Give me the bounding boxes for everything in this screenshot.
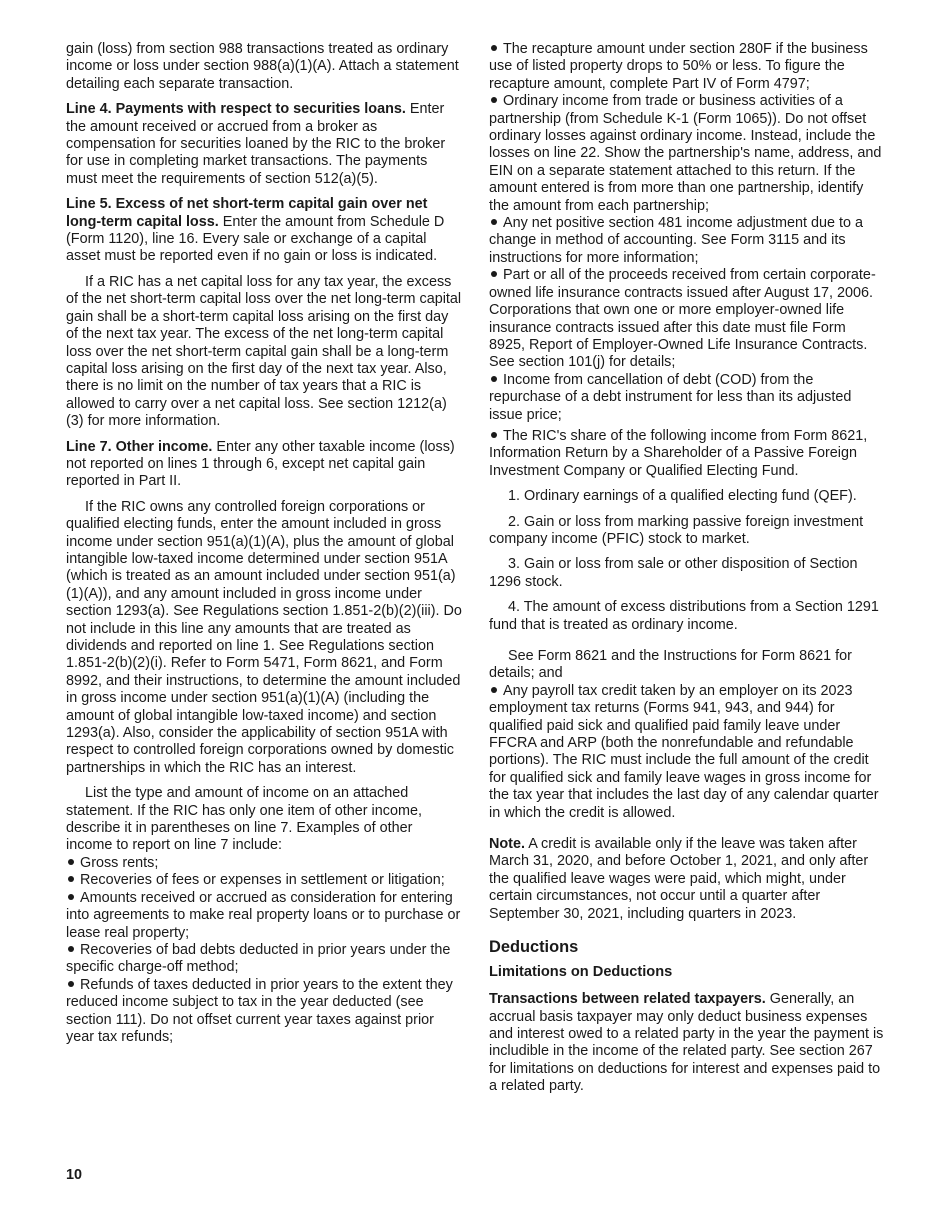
bullet-icon — [68, 981, 74, 987]
line7-heading: Line 7. Other income. — [66, 438, 213, 455]
bullet-text: Any payroll tax credit taken by an employer on its 2023 employment tax returns (Forms 941, 943, and 944) for qualified paid sick and qualified paid family leave under FFCRA and ARP (both the nonrefundable and refundable portions). The RIC must include the full amount of the credit for qualified sick and family leave wages in gross income for the tax year that includes the last day of any calendar quarter in which the credit is allowed. — [489, 682, 879, 821]
bullet-item — [489, 93, 885, 215]
related-taxpayers-body: Generally, an accrual basis taxpayer may only deduct business expenses and interest owed to a related party in the year the payment is includible in the income of the related party. See section 267 for limitations on deductions for interest and expenses paid to a related party. — [489, 991, 884, 1095]
bullet-icon — [491, 432, 497, 438]
bullet-text: Amounts received or accrued as consideration for entering into agreements to make real property loans or to purchase or lease real property; — [66, 889, 461, 941]
line4-paragraph — [66, 101, 462, 188]
line7-body: Enter any other taxable income (loss) not reported on lines 1 through 6, except net capital gain reported in Part II. — [66, 438, 455, 490]
bullet-icon — [491, 97, 497, 103]
numbered-item: 3. Gain or loss from sale or other disposition of Section 1296 stock. — [489, 556, 858, 590]
bullet-item — [489, 215, 885, 267]
bullet-icon — [68, 876, 74, 882]
left-column — [66, 41, 462, 1046]
paragraph: See Form 8621 and the Instructions for Form 8621 for details; and — [489, 648, 852, 682]
section-heading-deductions: Deductions — [489, 938, 579, 957]
subsection-heading-limitations: Limitations on Deductions — [489, 964, 673, 981]
bullet-item — [66, 855, 462, 872]
bullet-text: Income from cancellation of debt (COD) from the repurchase of a debt instrument for less than its adjusted issue price; — [489, 371, 852, 423]
bullet-icon — [68, 946, 74, 952]
bullet-text: The recapture amount under section 280F if the business use of listed property drops to 50% or less. To figure the recapture amount, complete Part IV of Form 4797; — [489, 41, 868, 92]
related-taxpayers-paragraph — [489, 991, 885, 1095]
paragraph: If the RIC owns any controlled foreign corporations or qualified electing funds, enter the amount included in gross income under section 951(a)(1)(A), plus the amount of global intangible low-taxed income determined under section 951A (which is treated as an amount included under section 951(a)(1)(A)), and any amount included in gross income under section 1293(a). See Regulations section 1.851-2(b)(2)(iii). Do not include in this line any amounts that are treated as dividends and reported on line 1. See Regulations section 1.851-2(b)(2)(i). Refer to Form 5471, Form 8621, and Form 8992, and their instructions, to determine the amount included in gross income under section 951(a)(1)(A) (including the amount of global intangible low-taxed income) and section 1293(a). Also, consider the applicability of section 951A with respect to controlled foreign corporations owned by domestic partnerships in which the RIC has an interest. — [66, 498, 462, 776]
paragraph: gain (loss) from section 988 transactions treated as ordinary income or loss under section 988(a)(1)(A). Attach a statement detailing each separate transaction. — [66, 41, 459, 92]
bullet-item — [489, 428, 885, 480]
note-body: A credit is available only if the leave was taken after March 31, 2020, and before October 1, 2021, and only after the qualified leave wages were paid, which might, under certain circumstances, not occur until a quarter after September 30, 2021, including quarters in 2023. — [489, 836, 869, 922]
related-taxpayers-heading: Transactions between related taxpayers. — [489, 991, 766, 1008]
bullet-item — [489, 267, 885, 371]
bullet-item — [66, 977, 462, 1047]
paragraph: If a RIC has a net capital loss for any tax year, the excess of the net short-term capital loss over the net long-term capital gain shall be a short-term capital loss arising on the first day of the next tax year. The excess of the net long-term capital loss over the net short-term capital gain shall be a long-term capital loss arising on the first day of the next tax year. Also, there is no limit on the number of tax years that a RIC is allowed to carry over a net capital loss. See section 1212(a)(3) for more information. — [66, 273, 462, 430]
note-heading: Note. — [489, 836, 525, 853]
bullet-icon — [68, 859, 74, 865]
numbered-item: 1. Ordinary earnings of a qualified electing fund (QEF). — [508, 488, 857, 505]
note-paragraph — [489, 836, 885, 923]
bullet-icon — [491, 687, 497, 693]
line7-paragraph — [66, 439, 462, 491]
bullet-text: Ordinary income from trade or business activities of a partnership (from Schedule K-1 (Form 1065)). Do not offset ordinary losses against ordinary income. Instead, include the losses on line 22. Show the partnership's name, address, and EIN on a separate statement attached to this return. If the amount entered is from more than one partnership, identify the amount from each partnership; — [489, 93, 882, 214]
bullet-text: Any net positive section 481 income adjustment due to a change in method of accounting. See Form 3115 and its instructions for more information; — [489, 215, 863, 266]
bullet-icon — [491, 376, 497, 382]
bullet-item — [66, 942, 462, 977]
bullet-text: The RIC's share of the following income from Form 8621, Information Return by a Shareholder of a Passive Foreign Investment Company or Qualified Electing Fund. — [489, 427, 868, 479]
numbered-item: 2. Gain or loss from marking passive foreign investment company income (PFIC) stock to market. — [489, 513, 864, 547]
line5-heading: Line 5. Excess of net short-term capital gain over net long-term capital loss. — [66, 196, 428, 230]
line5-paragraph — [66, 196, 462, 266]
line4-body: Enter the amount received or accrued from a broker as compensation for securities loaned by the RIC to the broker for use in completing market transactions. The payments must meet the requirements of section 512(a)(5). — [66, 101, 446, 187]
bullet-item — [489, 683, 885, 822]
bullet-icon — [491, 271, 497, 277]
page-number: 10 — [66, 1167, 83, 1183]
bullet-text: Part or all of the proceeds received from certain corporate-owned life insurance contracts issued after August 17, 2006. Corporations that own one or more employer-owned life insurance contracts issued after this date must file Form 8925, Report of Employer-Owned Life Insurance Contracts. See section 101(j) for details; — [489, 267, 876, 371]
paragraph: List the type and amount of income on an attached statement. If the RIC has only one item of other income, describe it in parentheses on line 7. Examples of other income to report on line 7 include: — [66, 785, 422, 854]
line4-heading: Line 4. Payments with respect to securities loans. — [66, 101, 406, 118]
bullet-text: Recoveries of bad debts deducted in prior years under the specific charge-off method; — [66, 941, 451, 976]
bullet-item — [489, 372, 885, 424]
bullet-icon — [491, 45, 497, 51]
bullet-text: Recoveries of fees or expenses in settlement or litigation; — [80, 872, 445, 889]
bullet-text: Refunds of taxes deducted in prior years to the extent they reduced income subject to tax in the year deducted (see section 111). Do not offset current year taxes against prior year tax refunds; — [66, 976, 453, 1045]
numbered-item: 4. The amount of excess distributions from a Section 1291 fund that is treated as ordinary income. — [489, 599, 879, 633]
bullet-item — [489, 41, 885, 93]
bullet-icon — [68, 894, 74, 900]
bullet-item — [66, 890, 462, 942]
line5-body: Enter the amount from Schedule D (Form 1120), line 16. Every sale or exchange of a capital asset must be reported even if no gain or loss is indicated. — [66, 213, 445, 265]
bullet-icon — [491, 219, 497, 225]
bullet-item — [66, 872, 462, 889]
right-column — [489, 41, 885, 1104]
bullet-text: Gross rents; — [80, 854, 159, 871]
